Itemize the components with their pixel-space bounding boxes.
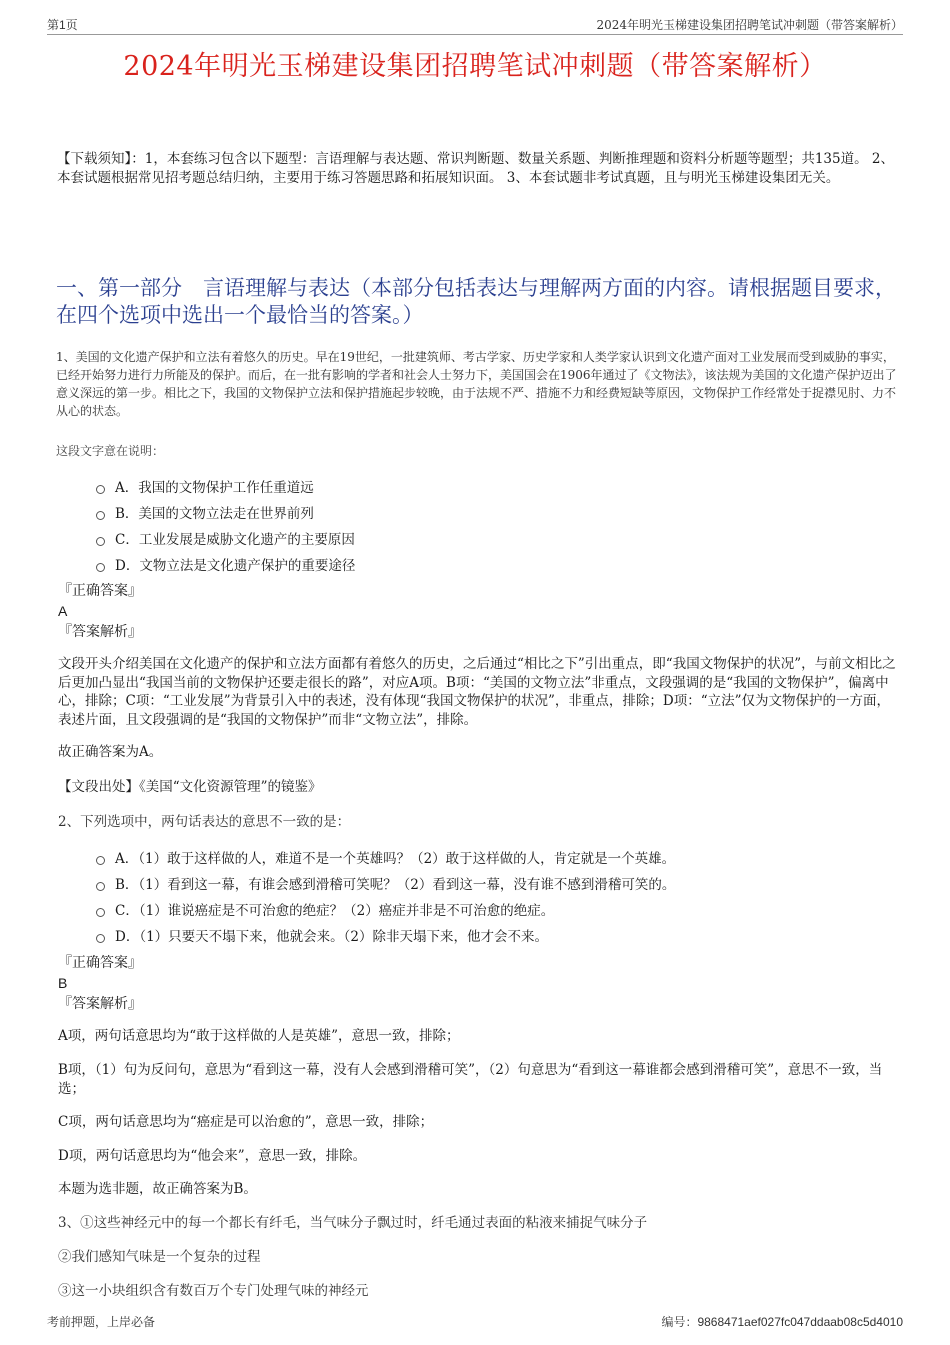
question-2-stem: 2、下列选项中，两句话表达的意思不一致的是： bbox=[58, 814, 351, 830]
answer-value: A bbox=[58, 603, 68, 619]
option-label: D．文物立法是文化遗产保护的重要途径 bbox=[115, 558, 356, 574]
option-d[interactable] bbox=[96, 922, 896, 948]
analysis-option-c: C项，两句话意思均为“癌症是可以治愈的”，意思一致，排除； bbox=[58, 1114, 434, 1130]
footer-code bbox=[661, 1313, 903, 1330]
page-header bbox=[47, 16, 903, 35]
analysis-label: 『答案解析』 bbox=[58, 624, 142, 640]
option-label: A．我国的文物保护工作任重道远 bbox=[115, 480, 314, 496]
download-notice: 【下载须知】：1，本套练习包含以下题型：言语理解与表达题、常识判断题、数量关系题、判断推理题和资料分析题等题型；共135道。 2、本套试题根据常见招考题总结归纳，主要用于练习答题思路和拓展知识面。 3、本套试题非考试真题，且与明光玉梯建设集团无关。 bbox=[57, 151, 894, 186]
analysis-option-b: B项，（1）句为反问句，意思为“看到这一幕，没有人会感到滑稽可笑”，（2）句意思为“看到这一幕谁都会感到滑稽可笑”，意思不一致，当选； bbox=[58, 1062, 883, 1097]
option-label: C．工业发展是威胁文化遗产的主要原因 bbox=[115, 532, 355, 548]
option-b[interactable] bbox=[96, 499, 896, 525]
question-1-conclusion: 故正确答案为A。 bbox=[58, 744, 163, 760]
option-a[interactable] bbox=[96, 844, 896, 870]
option-label: A．（1）敢于这样做的人，难道不是一个英雄吗？（2）敢于这样做的人，肯定就是一个英雄。 bbox=[115, 851, 676, 867]
section-heading: 一、第一部分 言语理解与表达（本部分包括表达与理解两方面的内容。请根据题目要求，在四个选项中选出一个最恰当的答案。） bbox=[56, 276, 896, 327]
option-label: B．美国的文物立法走在世界前列 bbox=[115, 506, 314, 522]
question-3-line-2: ②我们感知气味是一个复杂的过程 bbox=[58, 1249, 261, 1265]
analysis-label: 『答案解析』 bbox=[58, 996, 142, 1012]
question-1-stem: 1、美国的文化遗产保护和立法有着悠久的历史。早在19世纪，一批建筑师、考古学家、历史学家和人类学家认识到文化遗产面对工业发展而受到威胁的事实，已经开始努力进行力所能及的保护。而后，在一批有影响的学者和社会人士努力下，美国国会在1906年通过了《文物法》，该法规为美国的文化遗产保护迈出了意义深远的第一步。相比之下，我国的文物保护立法和保护措施起步较晚，由于法规不严、措施不力和经费短缺等原因，文物保护工作经常处于捉襟见肘、力不从心的状态。 bbox=[56, 350, 897, 418]
footer-code-value: 9868471aef027fc047ddaab08c5d4010 bbox=[697, 1315, 903, 1329]
option-c[interactable] bbox=[96, 525, 896, 551]
question-1-options bbox=[96, 473, 896, 577]
radio-icon[interactable] bbox=[96, 856, 105, 865]
option-label: D．（1）只要天不塌下来，他就会来。（2）除非天塌下来，他才会不来。 bbox=[115, 929, 549, 945]
question-1-analysis: 文段开头介绍美国在文化遗产的保护和立法方面都有着悠久的历史，之后通过“相比之下”引出重点，即“我国文物保护的状况”，与前文相比之后更加凸显出“我国当前的文物保护还要走很长的路”，对应A项。B项：“美国的文物立法”非重点，文段强调的是“我国的文物保护”，偏离中心，排除；C项：“工业发展”为背景引入中的表述，没有体现“我国文物保护的状况”，非重点，排除；D项：“立法”仅为文物保护的一方面，表述片面，且文段强调的是“我国的文物保护”而非“文物立法”，排除。 bbox=[58, 656, 896, 728]
option-label: C．（1）谁说癌症是不可治愈的绝症？（2）癌症并非是不可治愈的绝症。 bbox=[115, 903, 555, 919]
radio-icon[interactable] bbox=[96, 882, 105, 891]
question-1-prompt: 这段文字意在说明： bbox=[56, 444, 165, 458]
footer-code-label: 编号： bbox=[661, 1315, 698, 1329]
radio-icon[interactable] bbox=[96, 511, 105, 520]
radio-icon[interactable] bbox=[96, 908, 105, 917]
option-d[interactable] bbox=[96, 551, 896, 577]
option-b[interactable] bbox=[96, 870, 896, 896]
page-number: 第1页 bbox=[47, 18, 78, 32]
question-2-options bbox=[96, 844, 896, 948]
option-c[interactable] bbox=[96, 896, 896, 922]
document-title: 2024年明光玉梯建设集团招聘笔试冲刺题（带答案解析） bbox=[123, 51, 827, 82]
option-label: B．（1）看到这一幕，有谁会感到滑稽可笑呢？（2）看到这一幕，没有谁不感到滑稽可笑的。 bbox=[115, 877, 676, 893]
question-2-conclusion: 本题为选非题，故正确答案为B。 bbox=[58, 1181, 257, 1197]
question-3-line-3: ③这一小块组织含有数百万个专门处理气味的神经元 bbox=[58, 1283, 369, 1299]
analysis-option-a: A项，两句话意思均为“敢于这样做的人是英雄”，意思一致，排除； bbox=[58, 1028, 460, 1044]
header-doc-title: 2024年明光玉梯建设集团招聘笔试冲刺题（带答案解析） bbox=[596, 18, 903, 32]
page-footer bbox=[47, 1313, 903, 1330]
option-a[interactable] bbox=[96, 473, 896, 499]
radio-icon[interactable] bbox=[96, 563, 105, 572]
question-1-source: 【文段出处】《美国“文化资源管理”的镜鉴》 bbox=[58, 779, 322, 795]
question-3-line-1: 3、①这些神经元中的每一个都长有纤毛，当气味分子飘过时，纤毛通过表面的粘液来捕捉气味分子 bbox=[58, 1215, 648, 1231]
answer-value: B bbox=[58, 975, 68, 991]
analysis-option-d: D项，两句话意思均为“他会来”，意思一致，排除。 bbox=[58, 1148, 367, 1164]
radio-icon[interactable] bbox=[96, 537, 105, 546]
footer-slogan: 考前押题，上岸必备 bbox=[47, 1315, 156, 1329]
answer-label: 『正确答案』 bbox=[58, 583, 142, 599]
answer-label: 『正确答案』 bbox=[58, 955, 142, 971]
radio-icon[interactable] bbox=[96, 485, 105, 494]
radio-icon[interactable] bbox=[96, 934, 105, 943]
